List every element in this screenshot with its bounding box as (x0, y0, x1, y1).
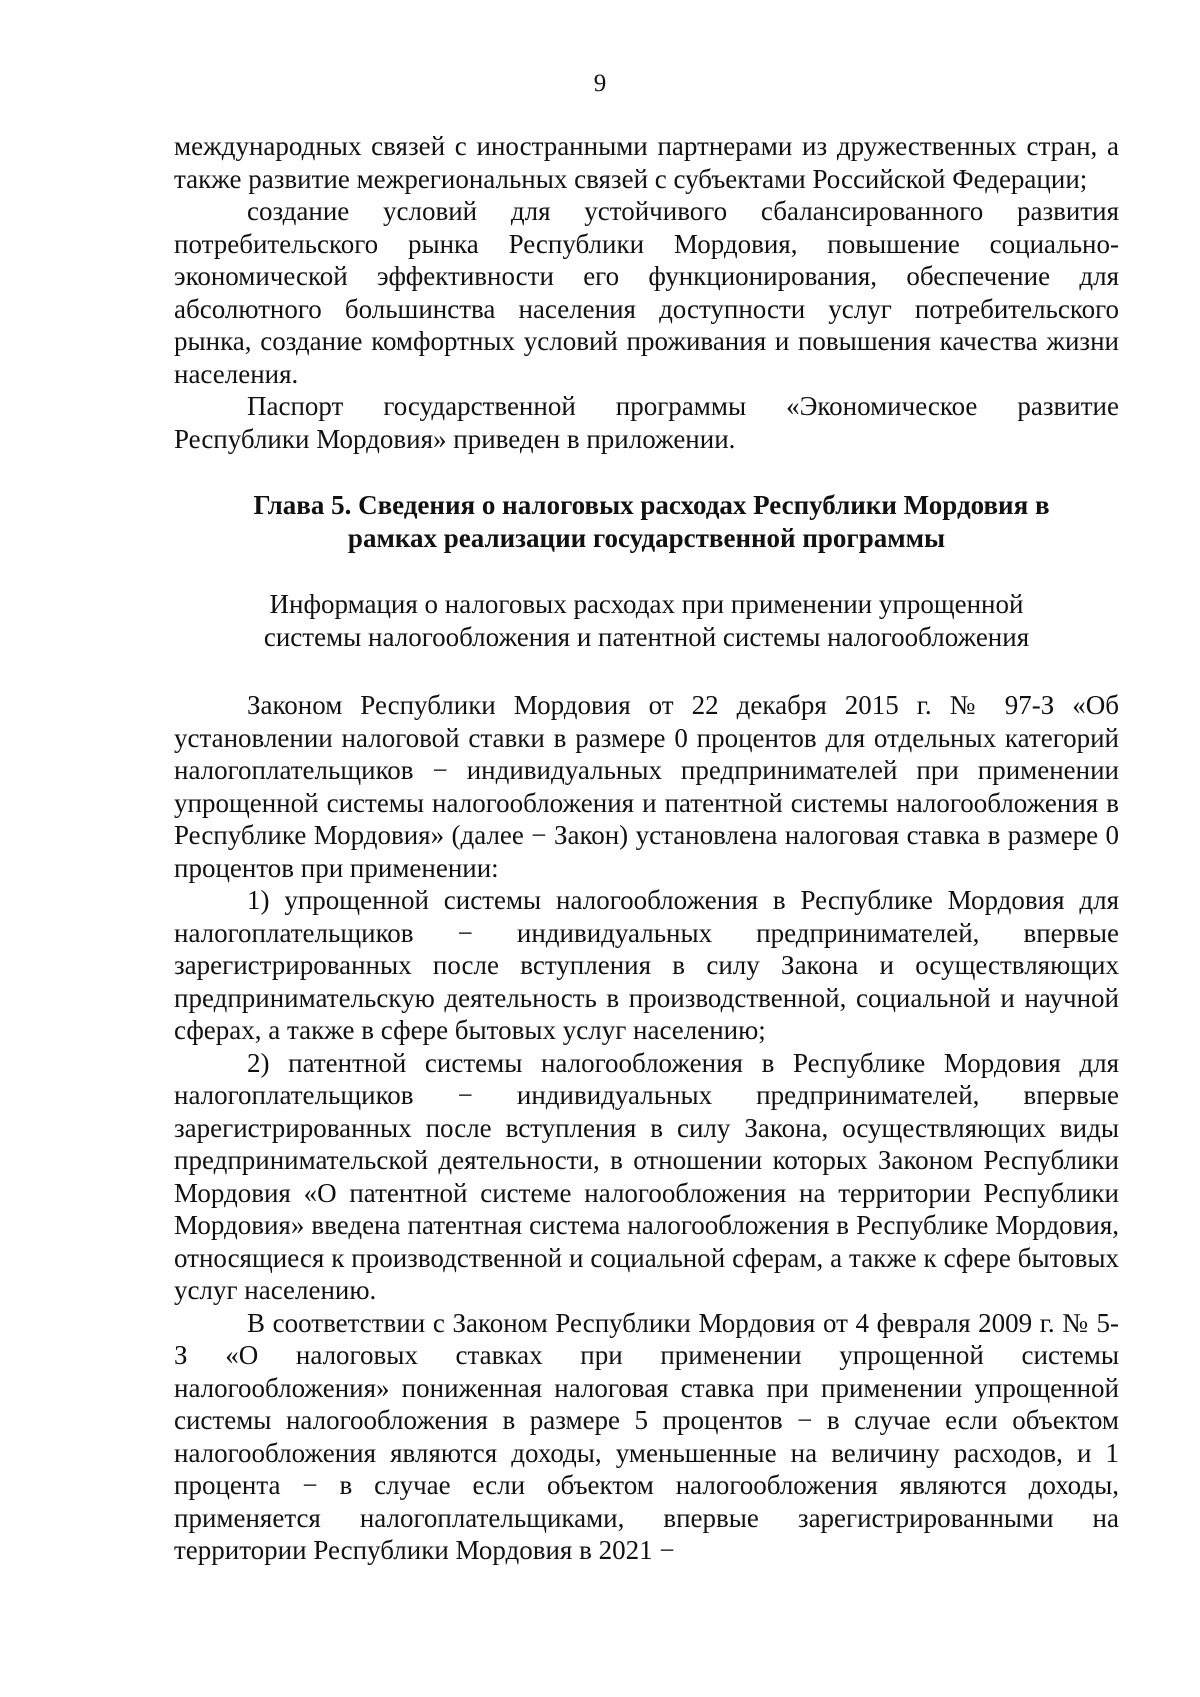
chapter-title-line: рамках реализации государственной программы (347, 522, 946, 553)
paragraph: Паспорт государственной программы «Экономическое развитие Республики Мордовия» приведен в приложении. (174, 391, 1119, 454)
section-subtitle (174, 588, 1119, 653)
subtitle-line: системы налогообложения и патентной системы налогообложения (263, 621, 1030, 652)
paragraph: 1) упрощенной системы налогообложения в Республике Мордовия для налогоплательщиков − индивидуальных предпринимателей, впервые зарегистрированных после вступления в силу Закона и осуществляющих предпринимательскую деятельность в производственной, социальной и научной сферах, а также в сфере бытовых услуг населению; (174, 885, 1119, 1045)
spacer (174, 653, 1119, 689)
subtitle-line: Информация о налоговых расходах при применении упрощенной (269, 589, 1024, 619)
paragraph-continuation: международных связей с иностранными партнерами из дружественных стран, а также развитие межрегиональных связей с субъектами Российской Федерации; (174, 131, 1119, 194)
paragraph: Законом Республики Мордовия от 22 декабря 2015 г. № 97-З «Об установлении налоговой ставки в размере 0 процентов для отдельных категорий налогоплательщиков − индивидуальных предпринимателей при применении упрощенной системы налогообложения и патентной системы налогообложения в Республике Мордовия» (далее − Закон) установлена налоговая ставка в размере 0 процентов при применении: (174, 690, 1119, 883)
paragraph: В соответствии с Законом Республики Мордовия от 4 февраля 2009 г. № 5-З «О налоговых ставках при применении упрощенной системы налогообложения» пониженная налоговая ставка при применении упрощенной системы налогообложения в размере 5 процентов − в случае если объектом налогообложения являются доходы, уменьшенные на величину расходов, и 1 процента − в случае если объектом налогообложения являются доходы, применяется налогоплательщиками, впервые зарегистрированными на территории Республики Мордовия в 2021 − (174, 1307, 1119, 1565)
page-number: 9 (593, 70, 607, 97)
chapter-title-line: Глава 5. Сведения о налоговых расходах Республики Мордовия в (253, 490, 1050, 520)
page-content (174, 130, 1119, 1567)
chapter-title (174, 489, 1119, 554)
paragraph: 2) патентной системы налогообложения в Республике Мордовия для налогоплательщиков − индивидуальных предпринимателей, впервые зарегистрированных после вступления в силу Закона, осуществляющих виды предпринимательской деятельности, в отношении которых Законом Республики Мордовия «О патентной системе налогообложения на территории Республики Мордовия» введена патентная система налогообложения в Республике Мордовия, относящиеся к производственной и социальной сферам, а также к сфере бытовых услуг населению. (174, 1047, 1119, 1305)
paragraph: создание условий для устойчивого сбалансированного развития потребительского рынка Республики Мордовия, повышение социально-экономической эффективности его функционирования, обеспечение для абсолютного большинства населения доступности услуг потребительского рынка, создание комфортных условий проживания и повышения качества жизни населения. (174, 196, 1119, 389)
